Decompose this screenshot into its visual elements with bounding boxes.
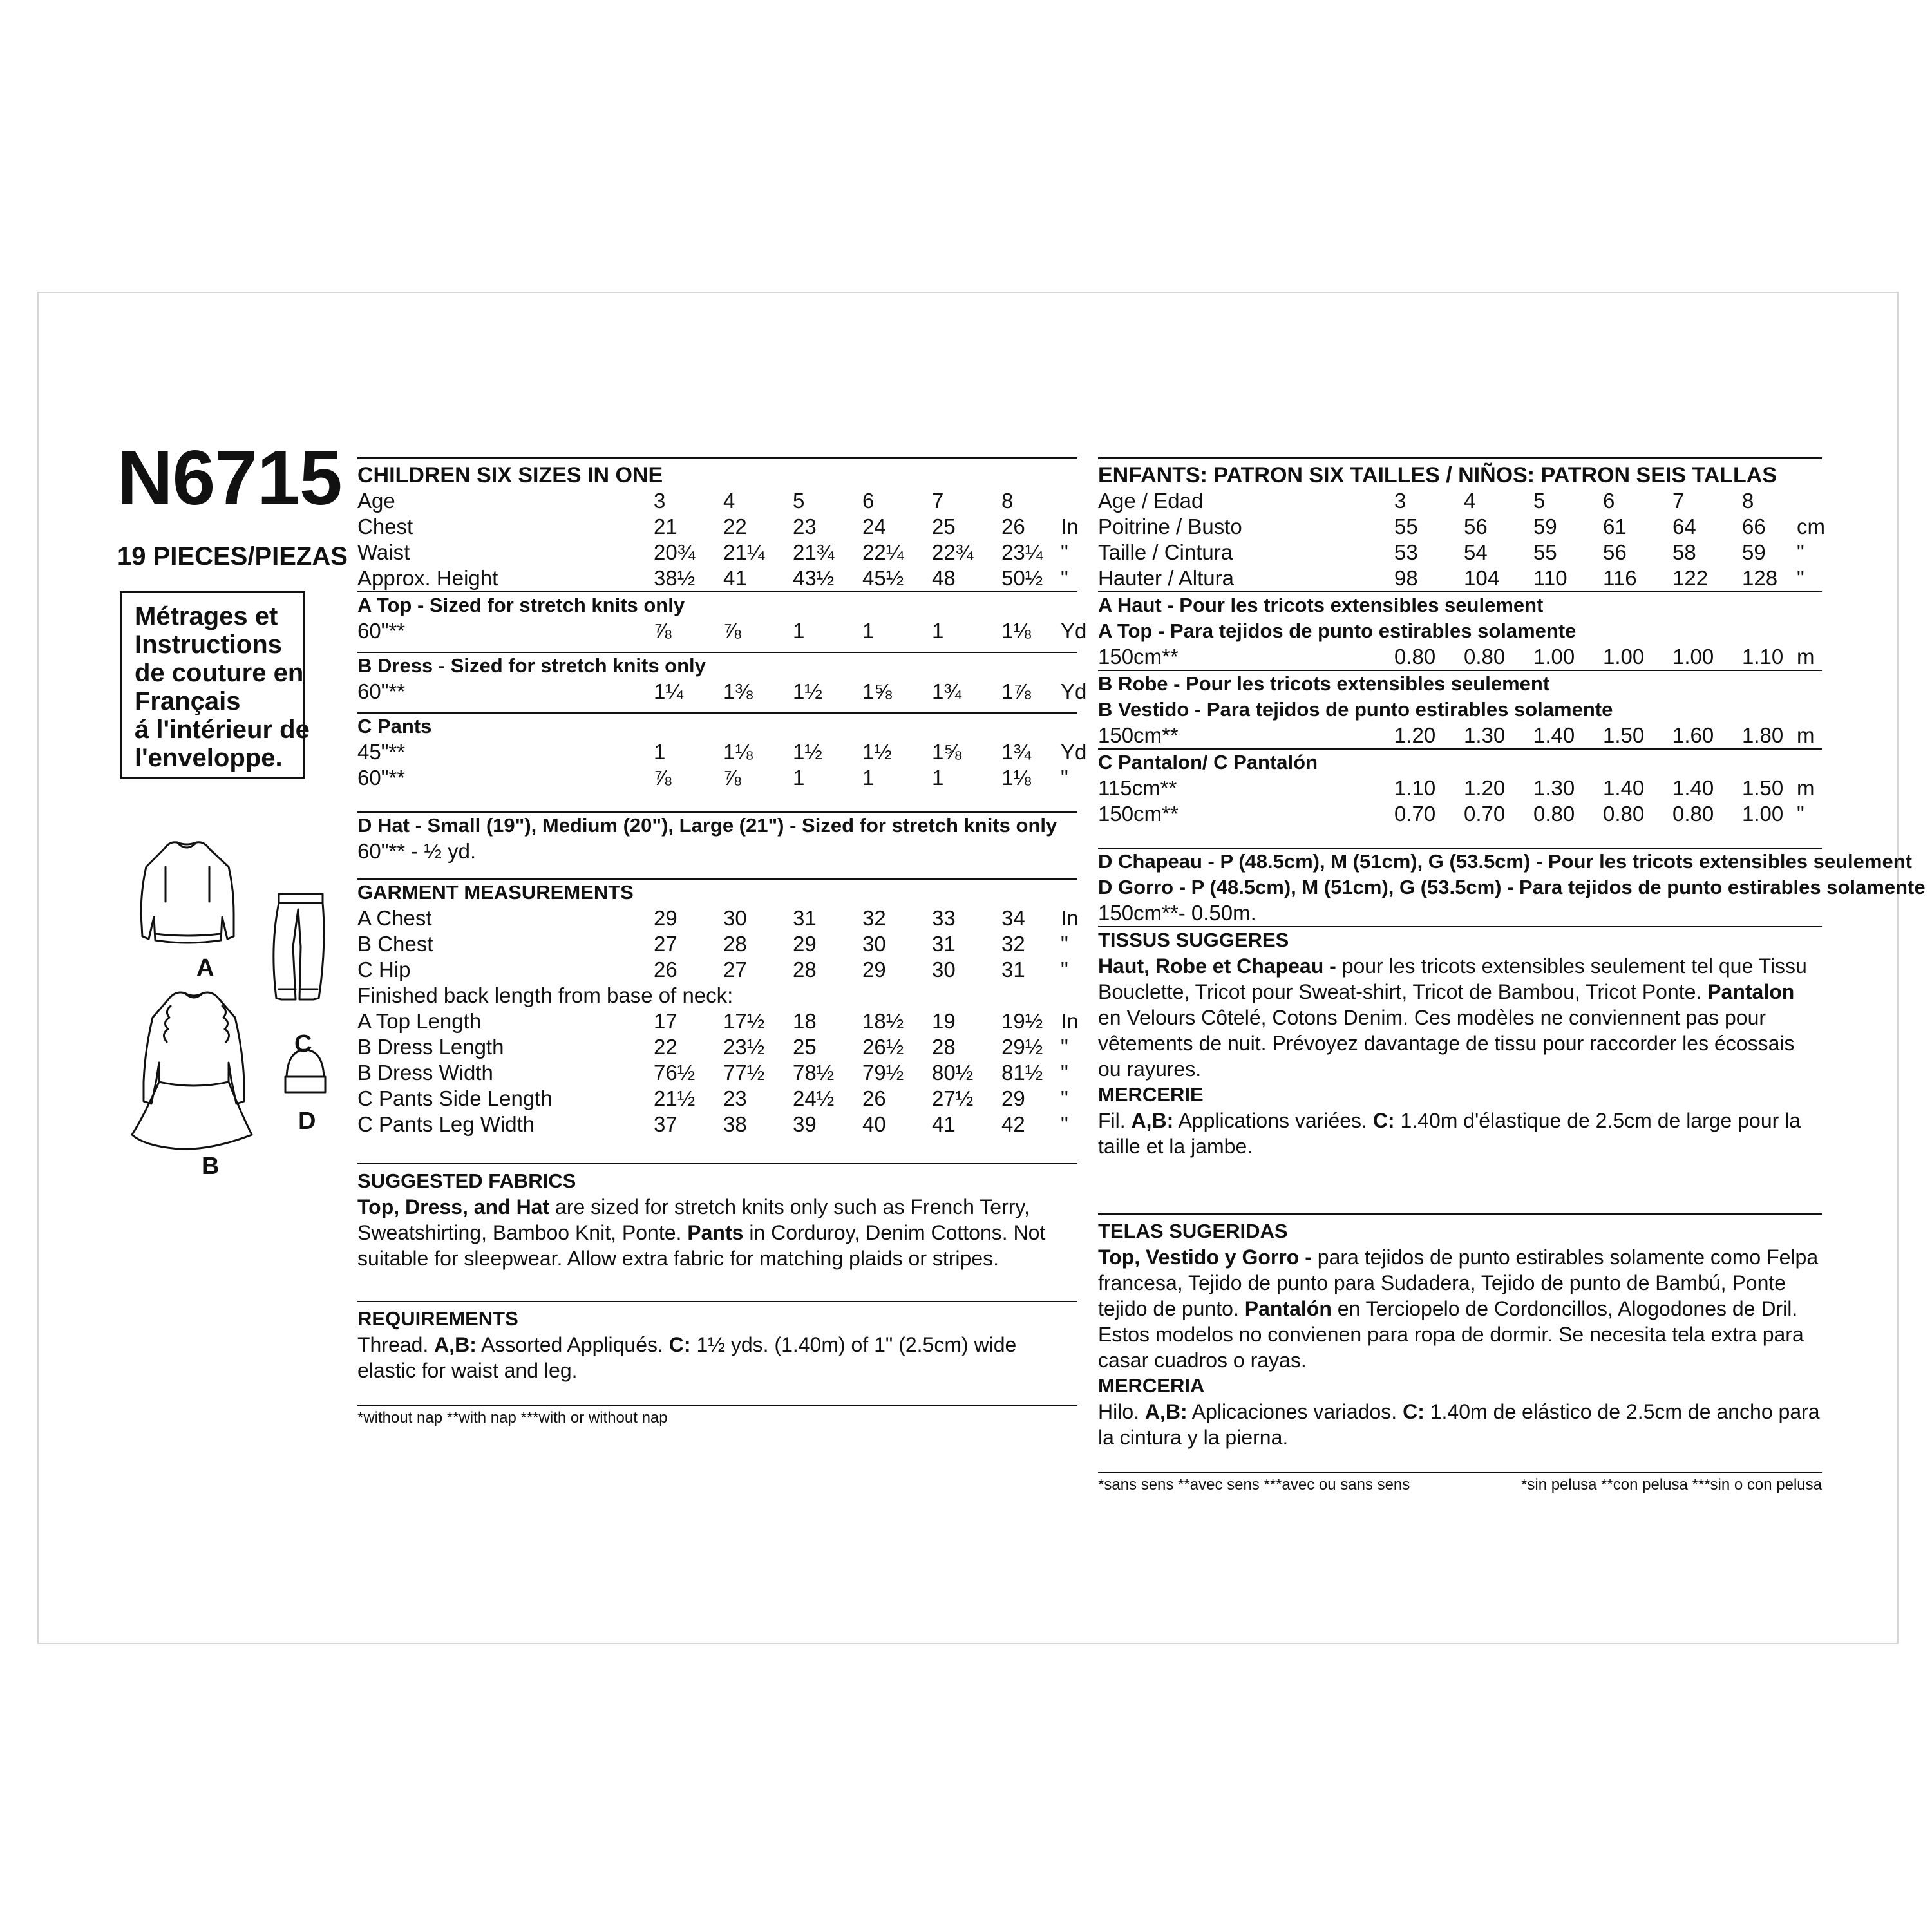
- table-cell: 27: [654, 932, 677, 956]
- table-cell: 1⅞: [1001, 679, 1031, 703]
- table-cell: 24: [862, 515, 886, 538]
- table-cell: 1⅝: [932, 740, 961, 764]
- table-cell: 24½: [793, 1086, 835, 1110]
- french-box-line: Métrages et: [135, 602, 278, 630]
- row-label: B Chest: [357, 932, 433, 956]
- table-cell: 1.40: [1533, 723, 1575, 747]
- table-cell: 28: [932, 1035, 956, 1059]
- table-cell: 22: [654, 1035, 677, 1059]
- table-cell: 19½: [1001, 1009, 1043, 1033]
- table-cell: 7: [932, 489, 944, 513]
- table-cell: 3: [654, 489, 666, 513]
- table-cell: 81½: [1001, 1061, 1043, 1084]
- table-cell: 29: [1001, 1086, 1025, 1110]
- row-label: 115cm**: [1098, 776, 1177, 800]
- table-cell: 1.30: [1533, 776, 1575, 800]
- table-cell: 1: [932, 766, 944, 790]
- table-cell: 1.00: [1603, 645, 1645, 668]
- table-row: [357, 514, 1077, 540]
- suggested-fabrics-heading: SUGGESTED FABRICS: [357, 1170, 576, 1192]
- table-cell: 18: [793, 1009, 817, 1033]
- table-cell: 23¼: [1001, 540, 1043, 564]
- unit-label: In: [1061, 1009, 1079, 1033]
- view-c-fabric-heading-fr-es: C Pantalon/ C Pantalón: [1098, 751, 1318, 773]
- table-row: [357, 488, 1077, 514]
- table-cell: 1¾: [932, 679, 961, 703]
- table-cell: ⅞: [723, 766, 741, 790]
- tissus-suggeres-heading: TISSUS SUGGERES: [1098, 929, 1289, 951]
- table-cell: 66: [1742, 515, 1766, 538]
- table-row: [357, 540, 1077, 565]
- table-cell: 30: [723, 906, 747, 930]
- table-cell: 17½: [723, 1009, 765, 1033]
- unit-label: ": [1061, 1035, 1068, 1059]
- unit-label: cm: [1797, 515, 1825, 538]
- table-cell: 41: [932, 1112, 956, 1136]
- table-cell: 1⅝: [862, 679, 892, 703]
- table-cell: 1.10: [1742, 645, 1784, 668]
- table-row: [1098, 565, 1822, 591]
- table-cell: ⅞: [654, 619, 672, 643]
- row-label: 60"**: [357, 766, 406, 790]
- chart-title: CHILDREN SIX SIZES IN ONE: [357, 457, 1077, 488]
- table-cell: 1: [654, 740, 666, 764]
- table-cell: 1⅛: [1001, 619, 1031, 643]
- table-cell: 1.50: [1603, 723, 1645, 747]
- table-cell: 32: [1001, 932, 1025, 956]
- table-cell: 29: [654, 906, 677, 930]
- table-cell: 1.30: [1464, 723, 1506, 747]
- table-cell: 79½: [862, 1061, 904, 1084]
- table-cell: 53: [1394, 540, 1418, 564]
- table-cell: 45½: [862, 566, 904, 590]
- view-a-fabric-heading-es: A Top - Para tejidos de punto estirables solamente: [1098, 620, 1577, 642]
- unit-label: ": [1061, 1112, 1068, 1136]
- unit-label: ": [1061, 540, 1068, 564]
- table-cell: 1.40: [1603, 776, 1645, 800]
- nap-footnote-fr: *sans sens **avec sens ***avec ou sans sens: [1098, 1476, 1410, 1493]
- table-cell: 31: [793, 906, 817, 930]
- table-cell: 17: [654, 1009, 677, 1033]
- table-cell: 1½: [793, 740, 822, 764]
- table-cell: 1½: [862, 740, 892, 764]
- unit-label: Yd: [1061, 740, 1087, 764]
- finished-length-note: Finished back length from base of neck:: [357, 983, 734, 1007]
- table-cell: 104: [1464, 566, 1500, 590]
- table-cell: 1: [862, 766, 875, 790]
- table-cell: 22¼: [862, 540, 904, 564]
- table-cell: 1⅛: [723, 740, 753, 764]
- table-cell: 26: [862, 1086, 886, 1110]
- table-cell: 6: [862, 489, 875, 513]
- garment-sketches: [126, 837, 332, 1198]
- french-box-line: de couture en: [135, 659, 304, 687]
- unit-label: ": [1797, 540, 1804, 564]
- table-cell: 76½: [654, 1061, 696, 1084]
- unit-label: ": [1061, 766, 1068, 790]
- table-cell: 21½: [654, 1086, 696, 1110]
- table-cell: 1.80: [1742, 723, 1784, 747]
- table-cell: 59: [1533, 515, 1557, 538]
- view-d-fabric-heading-fr: D Chapeau - P (48.5cm), M (51cm), G (53.5cm) - Pour les tricots extensibles seulement: [1098, 850, 1912, 873]
- french-box-line: á l'intérieur de: [135, 715, 310, 744]
- table-cell: 50½: [1001, 566, 1043, 590]
- table-cell: 1.20: [1464, 776, 1506, 800]
- pieces-count: 19 PIECES/PIEZAS: [117, 542, 348, 571]
- telas-sugeridas-heading: TELAS SUGERIDAS: [1098, 1220, 1288, 1242]
- unit-label: ": [1061, 1086, 1068, 1110]
- unit-label: ": [1061, 1061, 1068, 1084]
- merceria-heading: MERCERIA: [1098, 1374, 1205, 1397]
- table-cell: 1.10: [1394, 776, 1436, 800]
- table-cell: 5: [793, 489, 805, 513]
- table-cell: 31: [1001, 958, 1025, 981]
- table-cell: 0.80: [1672, 802, 1714, 826]
- table-cell: 122: [1672, 566, 1709, 590]
- view-b-fabric-heading-es: B Vestido - Para tejidos de punto estirables solamente: [1098, 698, 1613, 721]
- unit-label: m: [1797, 776, 1815, 800]
- table-cell: 1⅛: [1001, 766, 1031, 790]
- table-cell: 22¾: [932, 540, 974, 564]
- row-label: 150cm**: [1098, 645, 1179, 668]
- table-row: [357, 1060, 1077, 1086]
- view-a-label: A: [196, 954, 214, 981]
- row-label: C Hip: [357, 958, 411, 981]
- table-cell: 42: [1001, 1112, 1025, 1136]
- table-cell: 38: [723, 1112, 747, 1136]
- mercerie-heading: MERCERIE: [1098, 1083, 1204, 1106]
- row-label: B Dress Width: [357, 1061, 493, 1084]
- table-cell: 27: [723, 958, 747, 981]
- french-box-line: Instructions: [135, 630, 282, 659]
- table-cell: 1.00: [1533, 645, 1575, 668]
- table-cell: 38½: [654, 566, 696, 590]
- table-cell: ⅞: [654, 766, 672, 790]
- table-cell: 27½: [932, 1086, 974, 1110]
- table-row: [357, 1112, 1077, 1137]
- unit-label: ": [1797, 802, 1804, 826]
- table-cell: 1.00: [1742, 802, 1784, 826]
- table-cell: 29: [793, 932, 817, 956]
- unit-label: In: [1061, 515, 1079, 538]
- nap-footnote: *without nap **with nap ***with or without nap: [357, 1409, 668, 1426]
- table-cell: 78½: [793, 1061, 835, 1084]
- row-label: Age / Edad: [1098, 489, 1204, 513]
- table-cell: 21¼: [723, 540, 765, 564]
- table-cell: 25: [932, 515, 956, 538]
- table-cell: 33: [932, 906, 956, 930]
- table-cell: 116: [1603, 566, 1637, 590]
- requirements-heading: REQUIREMENTS: [357, 1307, 518, 1330]
- table-row: [1098, 488, 1822, 514]
- mercerie-text: Fil. A,B: Applications variées. C: 1.40m d'élastique de 2.5cm de large pour la taille et la jambe.: [1098, 1109, 1801, 1158]
- table-row: [357, 1086, 1077, 1112]
- view-a-fabric-heading: A Top - Sized for stretch knits only: [357, 594, 685, 616]
- table-cell: 30: [862, 932, 886, 956]
- view-d-label: D: [298, 1108, 316, 1135]
- row-label: C Pants Leg Width: [357, 1112, 535, 1136]
- table-cell: 8: [1001, 489, 1014, 513]
- table-cell: 1.00: [1672, 645, 1714, 668]
- french-box-line: l'enveloppe.: [135, 744, 283, 772]
- view-c-label: C: [294, 1030, 312, 1057]
- table-row: [1098, 723, 1822, 748]
- table-cell: 26½: [862, 1035, 904, 1059]
- chart-title-fr-es: ENFANTS: PATRON SIX TAILLES / NIÑOS: PATRON SEIS TALLAS: [1098, 457, 1822, 488]
- table-row: [357, 565, 1077, 591]
- view-d-metrage: 150cm**- 0.50m.: [1098, 901, 1256, 925]
- view-d-fabric-heading: D Hat - Small (19"), Medium (20"), Large (21") - Sized for stretch knits only: [357, 814, 1057, 837]
- table-cell: 58: [1672, 540, 1696, 564]
- garment-sketch-art: [126, 837, 332, 1198]
- table-cell: 1.60: [1672, 723, 1714, 747]
- table-cell: 55: [1533, 540, 1557, 564]
- row-label: 150cm**: [1098, 723, 1179, 747]
- table-cell: 23: [723, 1086, 747, 1110]
- table-cell: 20¾: [654, 540, 696, 564]
- table-cell: 1½: [793, 679, 822, 703]
- french-instructions-box: [120, 591, 310, 779]
- view-a-fabric-heading-fr: A Haut - Pour les tricots extensibles seulement: [1098, 594, 1544, 616]
- table-row: [357, 905, 1077, 931]
- table-cell: 21: [654, 515, 677, 538]
- table-row: [1098, 540, 1822, 565]
- row-label: B Dress Length: [357, 1035, 504, 1059]
- row-label: Chest: [357, 515, 413, 538]
- row-label: Hauter / Altura: [1098, 566, 1234, 590]
- table-cell: 1.50: [1742, 776, 1784, 800]
- table-cell: 64: [1672, 515, 1696, 538]
- table-cell: 28: [723, 932, 747, 956]
- table-row: [1098, 514, 1825, 540]
- table-cell: 1.40: [1672, 776, 1714, 800]
- row-label: C Pants Side Length: [357, 1086, 553, 1110]
- row-label: A Chest: [357, 906, 432, 930]
- table-cell: 21¾: [793, 540, 835, 564]
- table-cell: 29: [862, 958, 886, 981]
- garment-measurements-heading: GARMENT MEASUREMENTS: [357, 881, 634, 904]
- merceria-text: Hilo. A,B: Aplicaciones variados. C: 1.40m de elástico de 2.5cm de ancho para la cintura y la pierna.: [1098, 1400, 1820, 1449]
- table-cell: 30: [932, 958, 956, 981]
- table-cell: 4: [1464, 489, 1476, 513]
- table-row: [357, 679, 1087, 705]
- table-cell: 32: [862, 906, 886, 930]
- table-cell: 4: [723, 489, 735, 513]
- table-cell: 1: [793, 766, 805, 790]
- table-cell: 80½: [932, 1061, 974, 1084]
- view-a-top-sketch: [141, 842, 234, 943]
- table-cell: 0.80: [1603, 802, 1645, 826]
- row-label: 150cm**: [1098, 802, 1179, 826]
- row-label: Approx. Height: [357, 566, 498, 590]
- tissus-suggeres-text: Haut, Robe et Chapeau - pour les tricots extensibles seulement tel que Tissu Bouclette, Tricot pour Sweat-shirt, Tricot de Bambou, Tricot Ponte. Pantalon en Velours Côtelé, Cotons Denim. Ces modèles ne conviennent pas pour vêtements de nuit. Prévoyez davantage de tissu pour raccorder les écossais ou rayures.: [1098, 954, 1807, 1081]
- french-box-line: Français: [135, 687, 241, 715]
- table-row: [357, 957, 1077, 983]
- table-cell: 61: [1603, 515, 1627, 538]
- table-cell: 128: [1742, 566, 1778, 590]
- row-label: Poitrine / Busto: [1098, 515, 1242, 538]
- table-cell: 31: [932, 932, 956, 956]
- table-cell: 0.70: [1394, 802, 1436, 826]
- table-cell: 56: [1603, 540, 1627, 564]
- table-cell: 5: [1533, 489, 1546, 513]
- table-cell: 28: [793, 958, 817, 981]
- table-cell: 26: [654, 958, 677, 981]
- table-cell: 1¾: [1001, 740, 1031, 764]
- unit-label: In: [1061, 906, 1079, 930]
- view-b-label: B: [202, 1153, 220, 1180]
- table-cell: 41: [723, 566, 747, 590]
- telas-sugeridas-text: Top, Vestido y Gorro - para tejidos de punto estirables solamente como Felpa francesa, Tejido de punto para Sudadera, Tejido de punto de Bambú, Ponte tejido de punto. Pantalón en Terciopelo de Cordoncillos, Alogodones de Dril. Estos modelos no convienen para ropa de dormir. Se necesita tela extra para casar cuadros o rayas.: [1098, 1245, 1819, 1372]
- table-cell: 26: [1001, 515, 1025, 538]
- table-cell: 0.80: [1464, 645, 1506, 668]
- row-label: Waist: [357, 540, 410, 564]
- view-c-fabric-heading: C Pants: [357, 715, 432, 737]
- table-row: [1098, 644, 1822, 670]
- table-cell: 19: [932, 1009, 956, 1033]
- view-d-yardage: 60"** - ½ yd.: [357, 839, 477, 863]
- table-cell: 77½: [723, 1061, 765, 1084]
- table-cell: ⅞: [723, 619, 741, 643]
- table-cell: 98: [1394, 566, 1418, 590]
- unit-label: ": [1797, 566, 1804, 590]
- table-cell: 1: [793, 619, 805, 643]
- view-b-fabric-heading: B Dress - Sized for stretch knits only: [357, 654, 706, 677]
- table-cell: 1¼: [654, 679, 683, 703]
- table-cell: 37: [654, 1112, 677, 1136]
- table-row: [357, 1009, 1077, 1034]
- table-cell: 110: [1533, 566, 1567, 590]
- table-row: [357, 765, 1077, 791]
- row-label: 45"**: [357, 740, 406, 764]
- unit-label: m: [1797, 723, 1815, 747]
- table-cell: 0.70: [1464, 802, 1506, 826]
- row-label: Age: [357, 489, 395, 513]
- table-cell: 8: [1742, 489, 1754, 513]
- french-spanish-chart: [1098, 457, 1926, 1497]
- view-d-fabric-heading-es: D Gorro - P (48.5cm), M (51cm), G (53.5cm) - Para tejidos de punto estirables solamente: [1098, 876, 1926, 898]
- table-cell: 29½: [1001, 1035, 1043, 1059]
- table-cell: 39: [793, 1112, 817, 1136]
- table-cell: 25: [793, 1035, 817, 1059]
- table-row: [1098, 775, 1822, 801]
- table-cell: 6: [1603, 489, 1615, 513]
- table-cell: 43½: [793, 566, 835, 590]
- unit-label: Yd: [1061, 619, 1087, 643]
- unit-label: ": [1061, 958, 1068, 981]
- table-cell: 0.80: [1533, 802, 1575, 826]
- table-cell: 1: [932, 619, 944, 643]
- table-cell: 23: [793, 515, 817, 538]
- table-cell: 18½: [862, 1009, 904, 1033]
- table-cell: 59: [1742, 540, 1766, 564]
- table-cell: 0.80: [1394, 645, 1436, 668]
- table-row: [357, 618, 1087, 644]
- table-cell: 3: [1394, 489, 1406, 513]
- pattern-number: N6715: [117, 435, 342, 521]
- table-cell: 23½: [723, 1035, 765, 1059]
- requirements-text: Thread. A,B: Assorted Appliqués. C: 1½ yds. (1.40m) of 1" (2.5cm) wide elastic for waist and leg.: [357, 1333, 1017, 1382]
- suggested-fabrics-text: Top, Dress, and Hat are sized for stretch knits only such as French Terry, Sweatshirting, Bamboo Knit, Ponte. Pants in Corduroy, Denim Cottons. Not suitable for sleepwear. Allow extra fabric for matching plaids or stripes.: [357, 1195, 1046, 1270]
- table-cell: 1⅜: [723, 679, 753, 703]
- table-cell: 56: [1464, 515, 1488, 538]
- table-row: [357, 1034, 1077, 1060]
- unit-label: Yd: [1061, 679, 1087, 703]
- table-cell: 48: [932, 566, 956, 590]
- table-cell: 22: [723, 515, 747, 538]
- table-cell: 1.20: [1394, 723, 1436, 747]
- row-label: Taille / Cintura: [1098, 540, 1233, 564]
- table-cell: 55: [1394, 515, 1418, 538]
- english-chart: [357, 457, 1087, 1427]
- table-row: [357, 739, 1087, 765]
- table-cell: 40: [862, 1112, 886, 1136]
- row-label: A Top Length: [357, 1009, 482, 1033]
- table-cell: 34: [1001, 906, 1025, 930]
- unit-label: ": [1061, 566, 1068, 590]
- table-cell: 1: [862, 619, 875, 643]
- table-row: [1098, 801, 1822, 827]
- table-cell: 54: [1464, 540, 1488, 564]
- row-label: 60"**: [357, 619, 406, 643]
- view-b-fabric-heading-fr: B Robe - Pour les tricots extensibles seulement: [1098, 672, 1550, 695]
- unit-label: ": [1061, 932, 1068, 956]
- unit-label: m: [1797, 645, 1815, 668]
- row-label: 60"**: [357, 679, 406, 703]
- view-b-dress-sketch: [132, 992, 252, 1149]
- nap-footnote-es: *sin pelusa **con pelusa ***sin o con pelusa: [1521, 1476, 1822, 1493]
- view-c-pants-sketch: [274, 894, 324, 999]
- table-cell: 7: [1672, 489, 1685, 513]
- table-row: [357, 931, 1077, 957]
